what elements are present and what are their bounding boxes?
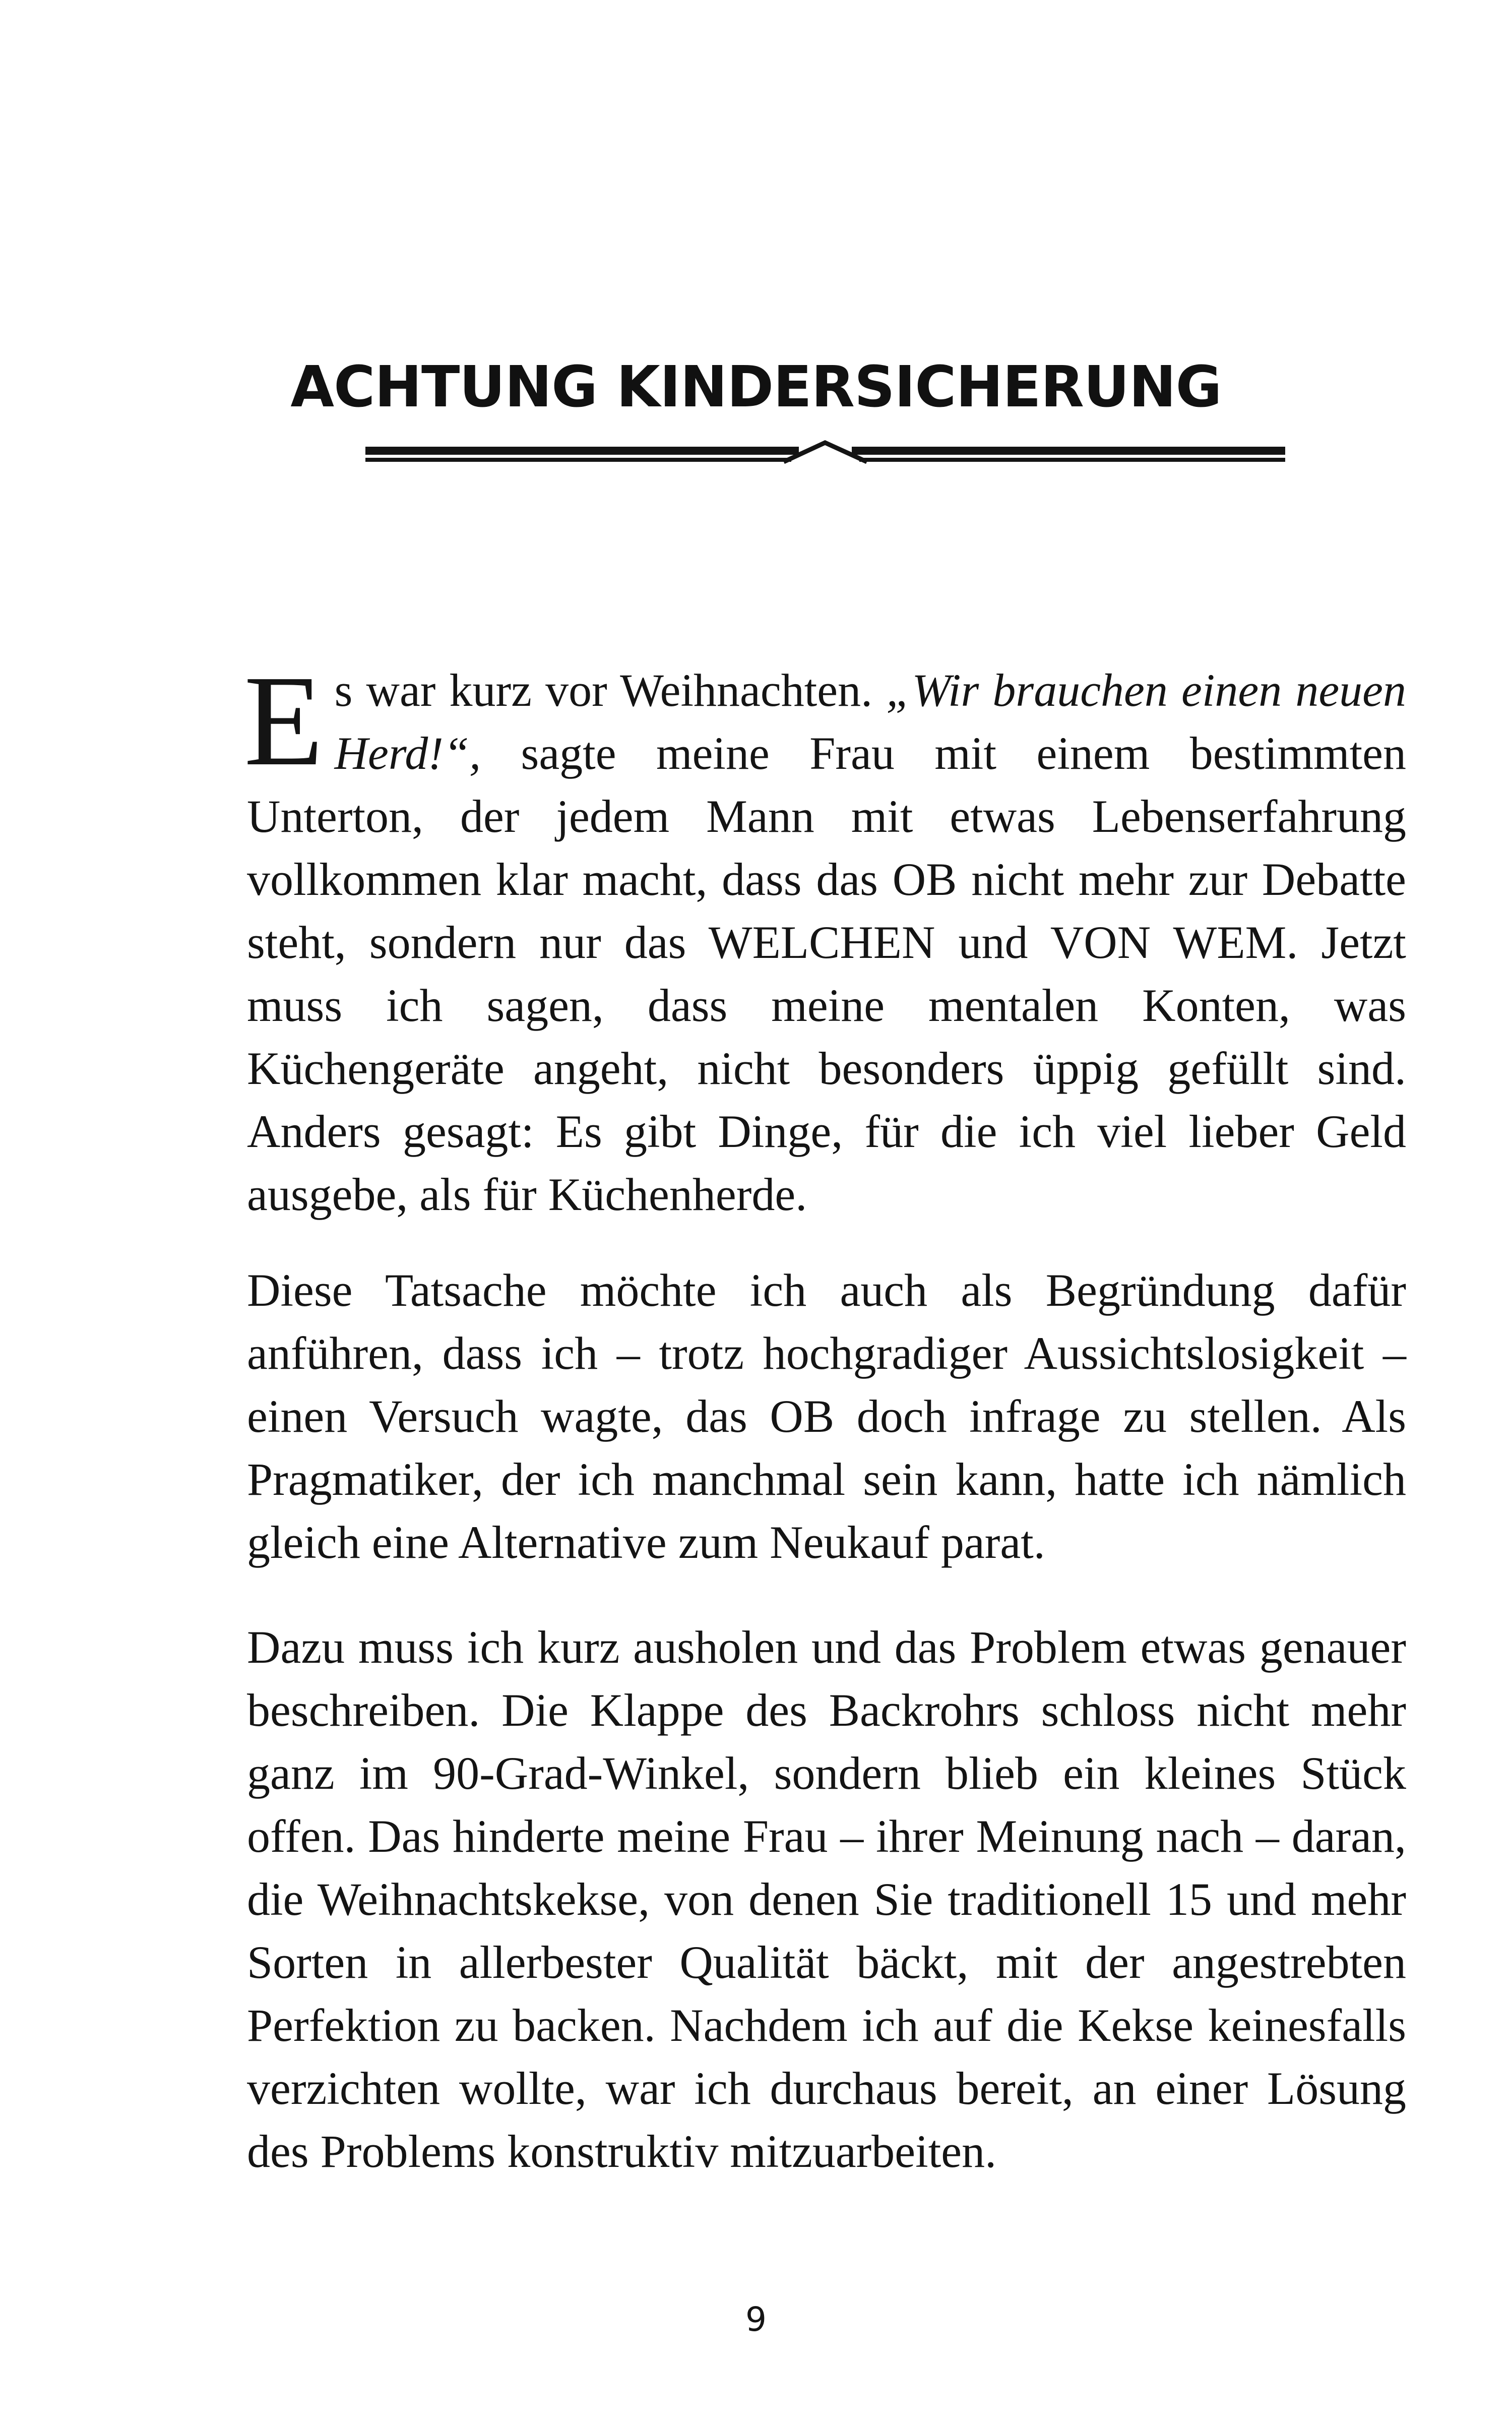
- paragraph-3: Dazu muss ich kurz ausholen und das Problem etwas genauer beschreiben. Die Klappe des Backrohrs schloss nicht mehr ganz im 90-Grad-Winkel, sondern blieb ein kleines Stück offen. Das hinderte meine Frau – ihrer Meinung nach – daran, die Weihnachtskekse, von denen Sie traditionell 15 und mehr Sorten in allerbester Qualität bäckt, mit der angestrebten Perfektion zu backen. Nachdem ich auf die Kekse keinesfalls verzichten wollte, war ich durchaus bereit, an einer Lösung des Problems konstruktiv mitzuarbeiten.: [247, 1621, 1406, 2177]
- paragraph-1: [244, 648, 1406, 1226]
- paragraph-2: Diese Tatsache möchte ich auch als Begründung dafür anführen, dass ich – trotz hochgradiger Aussichtslosigkeit – einen Versuch wagte, das OB doch infrage zu stellen. Als Pragmatiker, der ich manchmal sein kann, hatte ich nämlich gleich eine Alternative zum Neukauf parat.: [247, 1264, 1406, 1568]
- paragraph-1-rest: sagte meine Frau mit einem bestimmten Unterton, der jedem Mann mit etwas Lebenserfahrung vollkommen klar macht, dass das OB nicht mehr zur Debatte steht, sondern nur das WELCHEN und VON WEM. Jetzt muss ich sagen, dass meine mentalen Konten, was Küchengeräte angeht, nicht besonders üppig gefüllt sind. Anders gesagt: Es gibt Dinge, für die ich viel lieber Geld ausgebe, als für Küchenherde.: [247, 728, 1406, 1220]
- paragraph-1-lead: s war kurz vor Weihnachten.: [334, 664, 887, 716]
- drop-cap: E: [244, 648, 324, 793]
- paragraph-1-quote: „Wir brauchen einen neuen Herd!“,: [334, 664, 1406, 779]
- title-ornament-divider: [365, 440, 1285, 475]
- page-number: 9: [745, 2300, 767, 2339]
- chapter-title: ACHTUNG KINDERSICHERUNG: [290, 354, 1222, 420]
